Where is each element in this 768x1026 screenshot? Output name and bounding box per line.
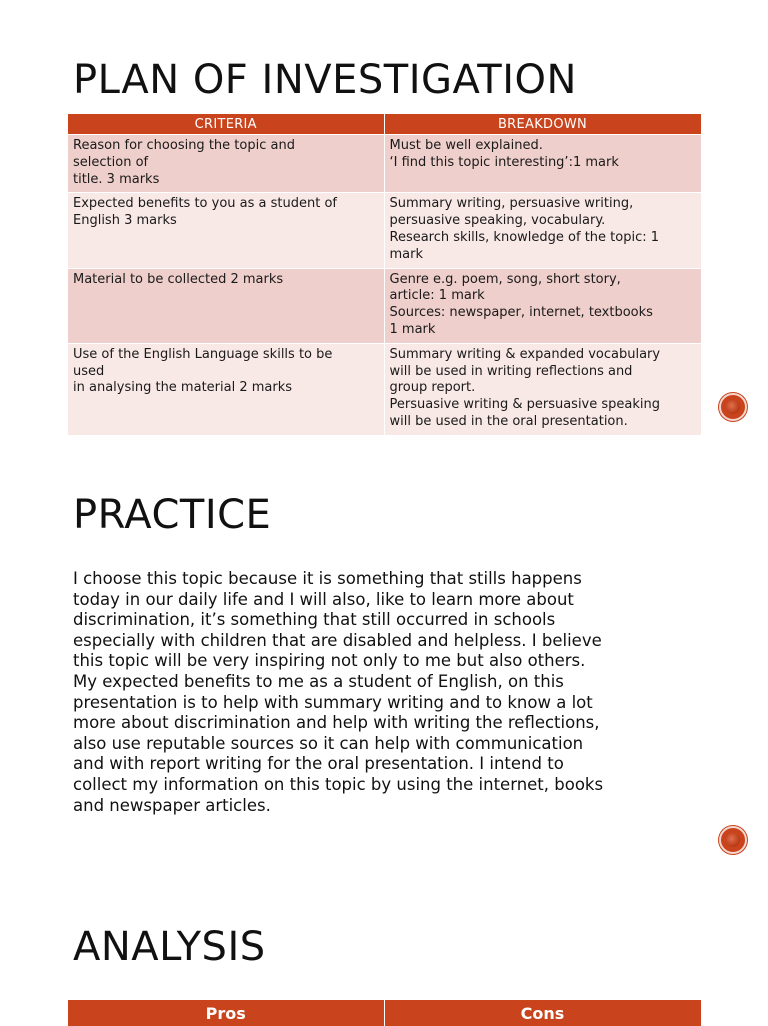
table-row	[68, 193, 701, 268]
column-header-criteria: CRITERIA	[68, 114, 384, 135]
criteria-table	[68, 114, 702, 435]
criteria-cell: Expected benefits to you as a student of English 3 marks	[68, 193, 384, 268]
table-header-row	[68, 1000, 701, 1026]
table-row	[68, 268, 701, 343]
breakdown-cell: Must be well explained. ‘I find this topic interesting’:1 mark	[384, 135, 701, 193]
table-row	[68, 343, 701, 434]
breakdown-cell: Genre e.g. poem, song, short story, article: 1 mark Sources: newspaper, internet, textbooks 1 mark	[384, 268, 701, 343]
criteria-cell: Reason for choosing the topic and selection of title. 3 marks	[68, 135, 384, 193]
practice-paragraph: I choose this topic because it is something that stills happens today in our daily life and I will also, like to learn more about discrimination, it’s something that still occurred in schools especially with children that are disabled and helpless. I believe this topic will be very inspiring not only to me but also others. My expected benefits to me as a student of English, on this presentation is to help with summary writing and to know a lot more about discrimination and help with writing the reflections, also use reputable sources so it can help with communication and with report writing for the oral presentation. I intend to collect my information on this topic by using the internet, books and newspaper articles.	[73, 569, 604, 815]
slide-nav-bullet-icon[interactable]	[719, 826, 747, 854]
column-header-pros: Pros	[68, 1000, 384, 1026]
page-title-plan: PLAN OF INVESTIGATION	[73, 57, 577, 103]
criteria-cell: Use of the English Language skills to be used in analysing the material 2 marks	[68, 343, 384, 434]
slide-nav-bullet-icon[interactable]	[719, 393, 747, 421]
column-header-cons: Cons	[384, 1000, 701, 1026]
column-header-breakdown: BREAKDOWN	[384, 114, 701, 135]
page-title-practice: PRACTICE	[73, 492, 272, 538]
table-header-row	[68, 114, 701, 135]
criteria-cell: Material to be collected 2 marks	[68, 268, 384, 343]
table-row	[68, 135, 701, 193]
breakdown-cell: Summary writing, persuasive writing, persuasive speaking, vocabulary. Research skills, knowledge of the topic: 1 mark	[384, 193, 701, 268]
breakdown-cell: Summary writing & expanded vocabulary will be used in writing reflections and group report. Persuasive writing & persuasive speaking will be used in the oral presentation.	[384, 343, 701, 434]
pros-cons-table	[68, 1000, 702, 1026]
page-title-analysis: ANALYSIS	[73, 924, 266, 970]
